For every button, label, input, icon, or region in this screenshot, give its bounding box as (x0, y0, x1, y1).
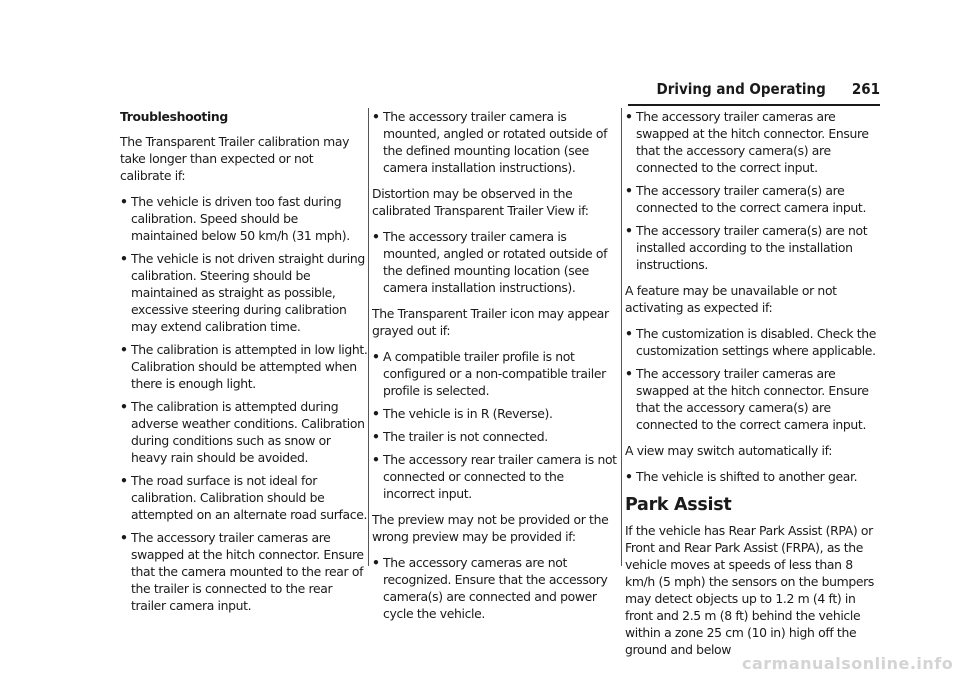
list-item: • The trailer is not connected. (372, 428, 618, 445)
list-item: • A compatible trailer profile is not configured or a non-compatible trailer profile is selected. (372, 348, 618, 399)
bullet-list (372, 108, 618, 176)
paragraph: The Transparent Trailer icon may appear grayed out if: (372, 306, 609, 338)
column-middle (372, 108, 618, 631)
list-item: • The accessory trailer cameras are swapped at the hitch connector. Ensure that the accessory camera(s) are connected to the correct camera input. (625, 365, 878, 433)
paragraph: A feature may be unavailable or not activating as expected if: (625, 283, 837, 315)
header-rule (628, 104, 880, 106)
list-item: • The vehicle is shifted to another gear. (625, 468, 878, 485)
bullet-list (625, 325, 878, 433)
list-item: • The customization is disabled. Check the customization settings where applicable. (625, 325, 878, 359)
list-item: • The vehicle is driven too fast during calibration. Speed should be maintained below 50 km/h (31 mph). (120, 193, 368, 244)
list-item: • The accessory rear trailer camera is not connected or connected to the incorrect input. (372, 451, 618, 502)
bullet-list (372, 348, 618, 502)
bullet-list (625, 468, 878, 485)
column-divider (368, 108, 369, 566)
paragraph: The Transparent Trailer calibration may take longer than expected or not calibrate if: (120, 134, 350, 183)
list-item: • The accessory trailer cameras are swapped at the hitch connector. Ensure that the camera mounted to the rear of the trailer is connected to the rear trailer camera input. (120, 529, 368, 614)
bullet-list (120, 193, 368, 614)
bullet-list (372, 228, 618, 296)
list-item: • The accessory trailer cameras are swapped at the hitch connector. Ensure that the accessory camera(s) are connected to the correct input. (625, 108, 878, 176)
paragraph: The preview may not be provided or the wrong preview may be provided if: (372, 512, 609, 544)
list-item: • The accessory trailer camera is mounted, angled or rotated outside of the defined mounting location (see camera installation instructions). (372, 228, 618, 296)
heading-park-assist: Park Assist (625, 495, 732, 515)
section-title: Driving and Operating (656, 80, 826, 98)
list-item: • The accessory trailer camera is mounted, angled or rotated outside of the defined mounting location (see camera installation instructions). (372, 108, 618, 176)
watermark: carmanualsonline.info (742, 654, 954, 673)
column-divider (621, 108, 622, 566)
list-item: • The road surface is not ideal for calibration. Calibration should be attempted on an alternate road surface. (120, 472, 368, 523)
list-item: • The accessory trailer camera(s) are not installed according to the installation instructions. (625, 222, 878, 273)
paragraph: A view may switch automatically if: (625, 443, 833, 458)
running-header (640, 80, 880, 104)
column-right (625, 108, 878, 667)
bullet-list (625, 108, 878, 273)
list-item: • The calibration is attempted during adverse weather conditions. Calibration during conditions such as snow or heavy rain should be avoided. (120, 398, 368, 466)
subheading-troubleshooting: Troubleshooting (120, 109, 228, 124)
list-item: • The vehicle is not driven straight during calibration. Steering should be maintained as straight as possible, excessive steering during calibration may extend calibration time. (120, 250, 368, 335)
list-item: • The accessory cameras are not recognized. Ensure that the accessory camera(s) are connected and power cycle the vehicle. (372, 554, 618, 622)
page-number: 261 (851, 80, 880, 98)
list-item: • The vehicle is in R (Reverse). (372, 405, 618, 422)
list-item: • The calibration is attempted in low light. Calibration should be attempted when there is enough light. (120, 341, 368, 392)
paragraph: If the vehicle has Rear Park Assist (RPA) or Front and Rear Park Assist (FRPA), as the vehicle moves at speeds of less than 8 km/h (5 mph) the sensors on the bumpers may detect objects up to 1.2 m (4 ft) in front and 2.5 m (8 ft) behind the vehicle within a zone 25 cm (10 in) high off the ground and below (625, 523, 874, 657)
list-item: • The accessory trailer camera(s) are connected to the correct camera input. (625, 182, 878, 216)
paragraph: Distortion may be observed in the calibrated Transparent Trailer View if: (372, 186, 589, 218)
bullet-list (372, 554, 618, 622)
column-left (120, 108, 368, 623)
